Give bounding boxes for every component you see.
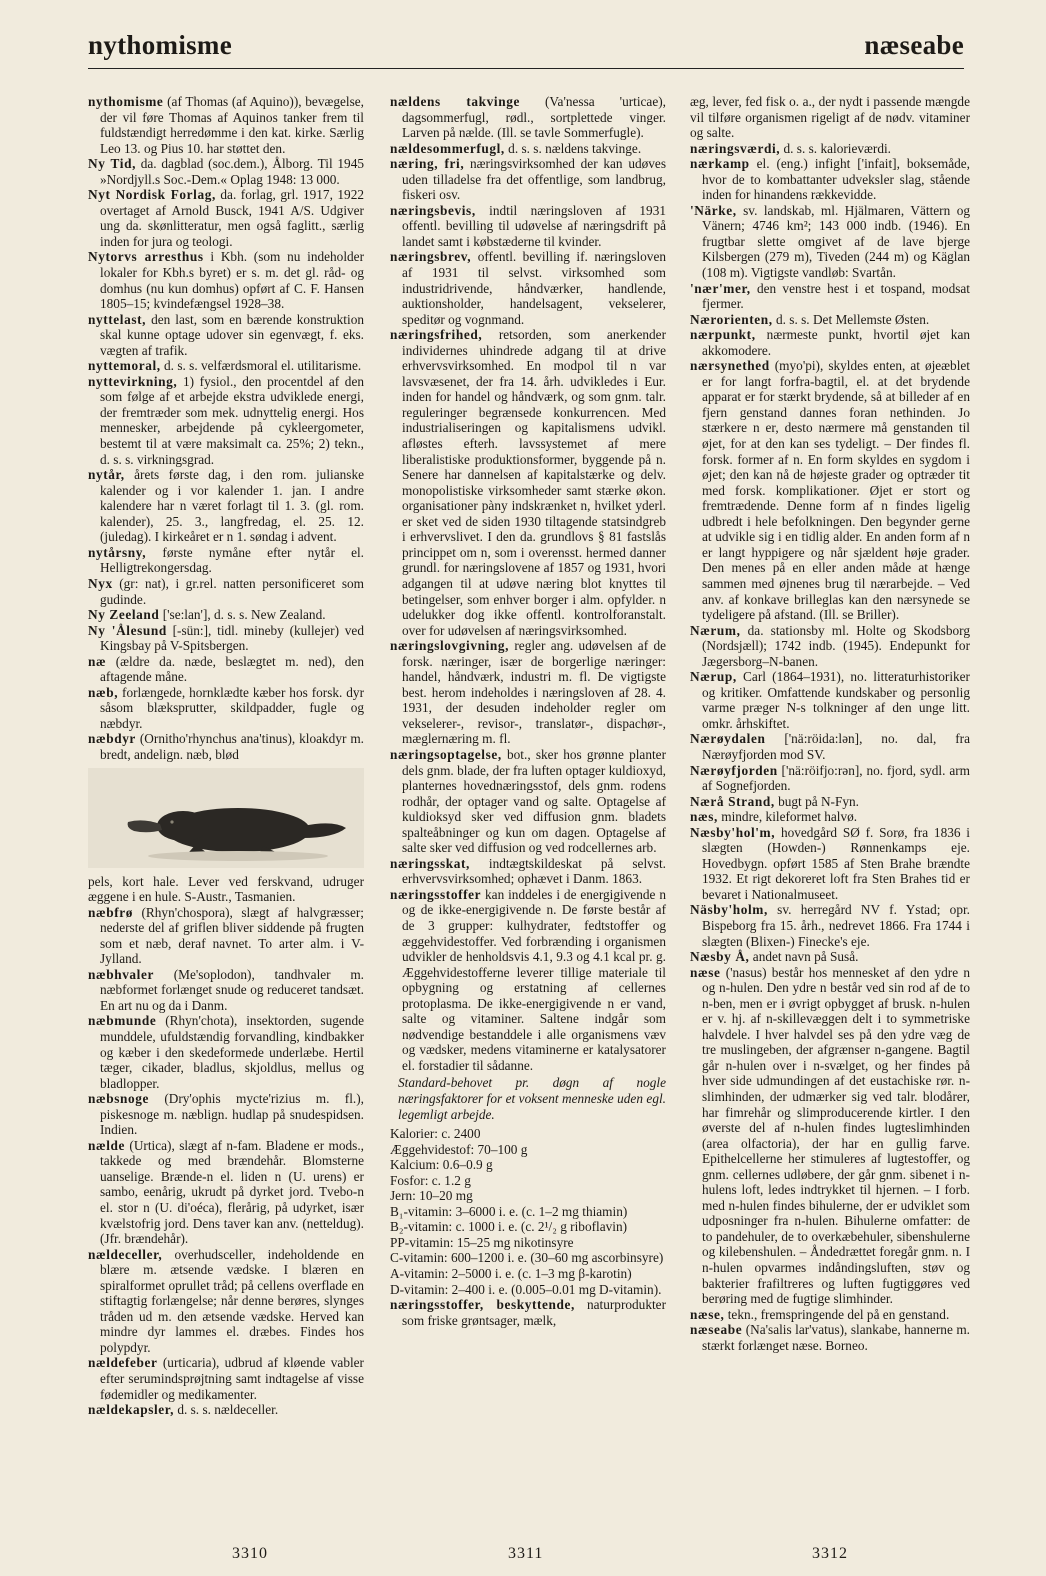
dictionary-entry	[390, 856, 666, 887]
entry-headword: nældekapsler,	[88, 1402, 175, 1418]
entry-text: ['nä:röida:lən], no. dal, fra Nærøyfjorden mod SV.	[702, 731, 970, 762]
dictionary-entry	[88, 467, 364, 545]
page-number-left: 3310	[232, 1545, 268, 1562]
entry-headword: Näsby'holm,	[690, 902, 768, 918]
page-number-middle: 3311	[508, 1545, 544, 1562]
entry-text: Carl (1864–1931), no. litteraturhistoriker og kritiker. Omfattende kundskaber og personlig varme præger N-s tolkninger af den unge litt. omkr. århskiftet.	[702, 669, 970, 731]
entry-text: overhudsceller, indeholdende en blære m. ætsende vædske. I blæren en spiralformet oprullet tråd; på cellens overflade en stiftagtig forlængelse; når denne berøres, slynges tråden ud m. den ætsende vædske. Herved kan mindre dyr lammes el. dræbes. Findes hos polypdyr.	[100, 1246, 364, 1355]
entry-text: kan inddeles i de energigivende n og de ikke-energigivende n. De første består af de 3 grupper: kulhydrater, fedtstoffer og æggehvidestoffer. Ved forbrænding i organismen udvikler de henholdsvis 4.1, 9.3 og 4.1 kcal pr. g. Æggehvidestofferne leverer tillige materiale til opbygning og erstatning af cellernes protoplasma. De ikke-energigivende n er vand, salte og vitaminer. Saltene indgår som nødvendige bestanddele i alle organismens væv og vædsker, medens vitaminerne er katalysatorer el. forstadier til sådanne.	[402, 886, 666, 1073]
entry-headword: Nyx	[88, 575, 113, 591]
entry-headword: næringsfrihed,	[390, 327, 483, 343]
entry-text: pels, kort hale. Lever ved ferskvand, udruger æggene i en hule. S-Austr., Tasmanien.	[88, 873, 364, 905]
nutrition-table-row: Fosfor: c. 1.2 g	[390, 1172, 471, 1188]
entry-text: (myo'pi), skyldes enten, at øjeæblet er for langt forfra-bagtil, el. at det brydende apparat er for stærkt brydende, så at billeder af en fjern genstand dannes foran nethinden. Jo stærkere n er, desto nærmere må genstanden til øjet, for at den kan ses tydeligt. – Der findes fl. forsk. former af n. En form skyldes en sygdom i øjet; den kan nå de højeste grader og optræder tit med forsk. komplikationer. Øjet er stort og fremtrædende. Denne form af n findes ligelig udbredt i hele befolkningen. Den begynder gerne at udvikle sig i en tidlig alder. En anden form af n er langt hyppigere og når sjældent høje grader. Den menes på en eller anden måde at hænge sammen med øjnenes brug til nærarbejde. – Ved anv. af konkave brilleglas kan den nærsynede se tydeligere på afstand. (Ill. se Briller).	[702, 358, 970, 623]
entry-headword: nytårsny,	[88, 544, 147, 560]
nutrition-table-row: Æggehvidestof: 70–100 g	[390, 1141, 528, 1157]
dictionary-entry	[690, 203, 970, 281]
entry-text: sv. herregård NV f. Ystad; opr. Bispeborg fra 15. årh., nedrevet 1866. Fra 1744 i slægten (Blixen-) Finecke's eje.	[702, 902, 970, 949]
platypus-illustration	[88, 768, 364, 868]
entry-headword: Nytorvs arresthus	[88, 249, 204, 265]
entry-headword: næringsværdi,	[690, 140, 781, 156]
nutrition-table-row: D-vitamin: 2–400 i. e. (0.005–0.01 mg D-vitamin).	[390, 1281, 662, 1297]
dictionary-entry	[88, 249, 364, 311]
dictionary-entry	[690, 156, 970, 203]
entry-headword: næbhvaler	[88, 966, 154, 982]
entry-headword: nælde	[88, 1137, 125, 1153]
nutrition-table-row: Kalorier: c. 2400	[390, 1126, 481, 1142]
dictionary-entry	[390, 1297, 666, 1328]
entry-text: da. stationsby ml. Holte og Skodsborg (Nordsjæll); 1742 indb. (1945). Endepunkt for Jægersborg–N-banen.	[702, 622, 970, 669]
entry-text: (Rhyn'chota), insektorden, sugende munddele, ufuldstændig forvandling, kindbakker og kæber i den skedeformede underlæbe. Hertil tæger, cikader, bladlus, skjoldlus, mellus og bladlopper.	[100, 1013, 364, 1091]
entry-text: bugt på N-Fyn.	[774, 793, 859, 809]
nutrition-table-row: Jern: 10–20 mg	[390, 1188, 473, 1204]
column-1	[88, 94, 364, 1418]
dictionary-entry	[88, 623, 364, 654]
entry-headword: 'nær'mer,	[690, 280, 751, 296]
entry-text: el. (eng.) infight ['infait], boksemåde, hvor de to kombattanter udveksler slag, stående inden for hinandens rækkevidde.	[702, 156, 970, 203]
dictionary-entry	[88, 967, 364, 1014]
dictionary-entry	[88, 1091, 364, 1138]
entry-headword: Ny 'Ålesund	[88, 622, 167, 638]
entry-text: ('nasus) består hos mennesket af den ydre n og n-hulen. Den ydre n består ved sin rod af de to n-ben, men er i øvrigt opbygget af brusk. n-hulen er v. hj. af n-skillevæggen delt i to symmetriske halvdele. I hver halvdel ses på den ydre væg de tre muslingeben, der afgrænser n-gangene. Bagtil går n-hulen over i n-svælget, og her findes på hver side udmundingen af det eustachiske rør. n-slimhinden, der udmærker sig ved talr. blodårer, har fimrehår og slimproducerende kirtler. I den øverste del af n-hulen findes lugteslimhinden (area olfactoria), der har en gullig farve. Epithelcellerne her stimuleres af lugtestoffer, og gnm. cellernes udløbere, der går gnm. sibenet i n-hulens loft, ledes indtrykket til hjernen. – I forb. med n-hulen findes bihulerne, der er udviklet som udposninger fra n-hulen. Bihulerne omfatter: de to pandehuler, de to overkæbehuler, sibenshulerne og kilebenshulen. – Åndedrættet foregår gnm. n. I n-hulen opvarmes indåndingsluften, støv og bakterier frafiltreres og luften fugtiggøres ved berøring med de fugtige slimhinder.	[702, 964, 970, 1307]
entry-headword: næ	[88, 653, 107, 669]
dictionary-entry	[88, 187, 364, 249]
entry-headword: nældeceller,	[88, 1246, 163, 1262]
entry-text: den venstre hest i et tospand, modsat fjermer.	[702, 280, 970, 312]
dictionary-entry	[690, 94, 970, 141]
dictionary-entry	[690, 623, 970, 670]
dictionary-entry	[690, 1307, 970, 1323]
entry-text: æg, lever, fed fisk o. a., der nydt i passende mængde vil tilføre organismen rigeligt af de nødv. vitaminer og salte.	[690, 94, 970, 141]
dictionary-entry	[690, 358, 970, 622]
entry-text: ['se:lan'], d. s. s. New Zealand.	[159, 607, 326, 623]
entry-text: offentl. bevilling if. næringsloven af 1931 til selvst. virksomhed som industridrivende, håndværker, handlende, auktionsholder, handelsagent, vekselerer, speditør og vognmand.	[402, 249, 666, 327]
dictionary-entry	[690, 281, 970, 312]
dictionary-entry	[690, 902, 970, 949]
entry-headword: Nærøyfjorden	[690, 762, 778, 778]
entry-text: 1) fysiol., den procentdel af den som følge af et arbejde ekstra udviklede energi, der fremtræder som mek. udnyttelig energi. Hos mennesker, arbejdende på cykleergometer, bestemt til at være maksimalt ca. 25%; 2) tekn., d. s. s. virkningsgrad.	[100, 373, 364, 467]
entry-text: da. dagblad (soc.dem.), Ålborg. Til 1945 »Nordjyll.s Soc.-Dem.« Oplag 1948: 13 000.	[100, 156, 364, 187]
dictionary-entry	[390, 887, 666, 1074]
nutrition-table-row: A-vitamin: 2–5000 i. e. (c. 1–3 mg β-karotin)	[390, 1266, 632, 1282]
entry-text: (Dry'ophis mycte'rizius m. fl.), piskesnoge m. næblign. hudlap på snudespidsen. Indien.	[100, 1091, 364, 1138]
entry-headword: nytår,	[88, 467, 125, 483]
platypus-image	[88, 768, 364, 868]
dictionary-entry	[390, 141, 666, 157]
entry-text: i Kbh. (som nu indeholder lokaler for Kbh.s byret) er s. m. det gl. råd- og domhus (nu kun domhus) opført af C. F. Hansen 1805–15; kvindefængsel 1928–38.	[100, 249, 364, 312]
entry-text: (Me'soplodon), tandhvaler m. næbformet forlænget snude og reduceret tandsæt. En art nu og da i Danm.	[100, 966, 364, 1013]
entry-text: andet navn på Suså.	[749, 949, 859, 965]
entry-headword: Ny Tid,	[88, 156, 136, 172]
entry-headword: nældefeber	[88, 1355, 158, 1371]
entry-text: retsorden, som anerkender individernes uhindrede adgang til at drive erhvervsvirksomhed. En modpol til n var lavsvæsenet, der fra 14. årh. udvikledes i Eur. inden for handel og håndværk, og som gnm. talr. reguleringer begrænsede konkurrencen. Med industrialiseringen og kapitalismens udvikl. afløstes efterh. lavssystemet af mere liberalistiske produktionsformer, byggende på n. Senere har dannelsen af kapitalstærke og delv. monopolistiske virksomheder samt stærke økon. organisationer pàny indskrænket n, hvilket yderl. er sket ved de siden 1930 tiltagende statsindgreb i erhvervslivet. I den da. grundlovs § 81 fastslås princippet om n, som i overensst. hermed danner grundl. for næringslovene af 1857 og 1931, hvori adgangen til at udøve næring blot knyttes til betingelser, som enhver borger i alm. opfylder. n udelukker dog ikke offentl. kontrolforanstalt. over for udøvelsen af næringsvirksomhed.	[402, 327, 666, 638]
entry-headword: næringsskat,	[390, 855, 470, 871]
entry-text: d. s. s. velfærdsmoral el. utilitarisme.	[160, 358, 362, 374]
entry-headword: nythomisme	[88, 94, 164, 109]
running-header-right: næseabe	[864, 30, 964, 60]
entry-text: (ældre da. næde, beslægtet m. ned), den aftagende måne.	[100, 653, 364, 685]
entry-headword: Næsby Å,	[690, 949, 750, 965]
dictionary-entry	[88, 905, 364, 967]
nutrition-table-row: B₂-vitamin: c. 1000 i. e. (c. 2¹/₂ g riboflavin)	[390, 1219, 628, 1235]
entry-headword: nærpunkt,	[690, 327, 756, 343]
entry-text: sv. landskab, ml. Hjälmaren, Vättern og Vänern; 4746 km²; 143 000 indb. (1946). En frugtbar slette omgivet af de lave bjerge Kilsbergen (279 m), Tiveden (244 m) og Käglan (108 m). Vigtigste vandløb: Svartån.	[702, 202, 970, 281]
dictionary-entry	[390, 249, 666, 327]
dictionary-entry	[88, 374, 364, 467]
entry-text: bot., sker hos grønne planter dels gnm. blade, der fra luften optager kuldioxyd, planternes hovednæringsstof, dels gnm. rodens rodhår, der optager vand og salte. Optagelse af kuldioksyd sker ved diffusion gnm. bladets spalteåbninger og kun om dagen. Optagelse af salte sker ved diffusion og ved rodcellernes arb.	[402, 746, 666, 856]
dictionary-entry	[690, 669, 970, 731]
dictionary-entry	[390, 94, 666, 141]
entry-text: naturprodukter som friske grøntsager, mælk,	[402, 1297, 666, 1328]
dictionary-entry	[88, 731, 364, 762]
entry-headword: Ny Zeeland	[88, 607, 160, 623]
entry-headword: næse	[690, 964, 721, 980]
header-rule	[88, 68, 964, 69]
entry-text: (Ornitho'rhynchus ana'tinus), kloakdyr m. bredt, andelign. næb, blød	[100, 731, 364, 762]
entry-headword: Nyt Nordisk Forlag,	[88, 187, 216, 203]
entry-text: d. s. s. Det Mellemste Østen.	[772, 311, 930, 327]
entry-text: [-sün:], tidl. mineby (kullejer) ved Kingsbay på V-Spitsbergen.	[100, 622, 364, 654]
dictionary-entry	[690, 141, 970, 157]
dictionary-entry	[88, 685, 364, 732]
entry-text: årets første dag, i den rom. julianske kalender og i vor kalender 1. jan. I andre kalendere har n været forlagt til 1. 3. (gl. rom. kalender), 25. 3., langfredag, el. 25. 12. (juledag). I kirkeåret er n 1. søndag i advent.	[100, 467, 364, 545]
entry-headword: Nærå Strand,	[690, 793, 775, 809]
entry-text: hovedgård SØ f. Sorø, fra 1836 i slægten (Howden-) Rønnenkamps eje. Hovedbygn. opført 1585 af Sten Brahe brændte 1932. Et rigt dekoreret loft fra Sten Brahes tid er bevaret i Nationalmuseet.	[702, 824, 970, 902]
dictionary-entry	[88, 654, 364, 685]
entry-headword: næb,	[88, 684, 119, 700]
dictionary-entry	[690, 327, 970, 358]
dictionary-entry	[88, 576, 364, 607]
dictionary-entry	[88, 1355, 364, 1402]
entry-headword: 'Närke,	[690, 202, 737, 218]
entry-headword: nyttelast,	[88, 311, 147, 327]
entry-headword: nærkamp	[690, 156, 750, 172]
nutrition-table-row: C-vitamin: 600–1200 i. e. (30–60 mg ascorbinsyre)	[390, 1250, 664, 1266]
column-3	[690, 94, 970, 1353]
entry-text: første nymåne efter nytår el. Helligtrekongersdag.	[100, 544, 364, 576]
entry-headword: Nærum,	[690, 622, 741, 638]
entry-text: (gr: nat), i gr.rel. natten personificeret som gudinde.	[100, 575, 364, 607]
entry-headword: nærsynethed	[690, 358, 770, 374]
dictionary-entry	[690, 763, 970, 794]
dictionary-entry	[390, 327, 666, 638]
entry-text: (af Thomas (af Aquino)), bevægelse, der vil føre Thomas af Aquinos tanker frem til fuldstændigt herredømme i den kat. kirke. Særlig Leo 13. og Pius 10. har støttet den.	[100, 94, 364, 156]
entry-text: indtægtskildeskat på selvst. erhvervsvirksomhed; ophævet i Danm. 1863.	[402, 855, 666, 887]
entry-text: d. s. s. nældeceller.	[174, 1402, 279, 1418]
entry-headword: Nærorienten,	[690, 311, 773, 327]
dictionary-entry	[88, 1013, 364, 1091]
dictionary-entry	[690, 949, 970, 965]
nutrition-table-row: Kalcium: 0.6–0.9 g	[390, 1157, 493, 1173]
entry-headword: næbmunde	[88, 1013, 157, 1029]
entry-text: (Na'salis lar'vatus), slankabe, hannerne m. stærkt forlænget næse. Borneo.	[702, 1322, 970, 1353]
nutrition-table	[390, 1126, 666, 1297]
entry-headword: næring, fri,	[390, 156, 465, 172]
entry-headword: nyttemoral,	[88, 358, 161, 374]
dictionary-entry	[690, 794, 970, 810]
dictionary-entry	[690, 1322, 970, 1353]
dictionary-entry	[690, 825, 970, 903]
entry-headword: næs,	[690, 809, 718, 825]
dictionary-entry	[88, 156, 364, 187]
dictionary-entry	[88, 607, 364, 623]
entry-headword: næringsbrev,	[390, 249, 472, 265]
entry-text: (urticaria), udbrud af kløende vabler efter serumindsprøjtning samt indtagelse af visse fødemidler og medikamenter.	[100, 1355, 364, 1402]
nutrition-table-row: B₁-vitamin: 3–6000 i. e. (c. 1–2 mg thiamin)	[390, 1203, 628, 1219]
entry-headword: næringsbevis,	[390, 202, 476, 218]
entry-headword: næringsstoffer	[390, 886, 482, 902]
entry-text: den last, som en bærende konstruktion skal kunne optage udover sin egenvægt, f. eks. vægten af trafik.	[100, 311, 364, 358]
dictionary-entry	[390, 156, 666, 203]
entry-headword: næringslovgivning,	[390, 638, 510, 654]
dictionary-entry	[88, 545, 364, 576]
entry-headword: næbfrø	[88, 904, 133, 920]
entry-text: d. s. s. nældens takvinge.	[504, 140, 642, 156]
entry-text: (Va'nessa 'urticae), dagsommerfugl, rødl., sortplettede vinger. Larven på nælde. (Ill. se tavle Sommerfugle).	[402, 94, 666, 141]
entry-headword: nyttevirkning,	[88, 373, 178, 389]
entry-headword: næbsnoge	[88, 1091, 149, 1107]
dictionary-entry	[690, 731, 970, 762]
dictionary-entry	[88, 1138, 364, 1247]
entry-headword: Næsby'hol'm,	[690, 824, 776, 840]
entry-text: (Rhyn'chospora), slægt af halvgræsser; nederste del af griflen bliver siddende på frugten som et næb, deraf navnet. To arter alm. i V-Jylland.	[100, 904, 364, 967]
entry-text: regler ang. udøvelsen af de forsk. næringer, især de borgerlige næringer: handel, håndværk, industri m. fl. De vigtigste best. herom indeholdes i næringsloven af 28. 4. 1931, der desuden indeholder regler om vekselerer-, revisor-, translatør-, dispachør-, mæglernæring m. fl.	[402, 638, 666, 747]
entry-headword: næringsoptagelse,	[390, 746, 502, 762]
dictionary-entry	[88, 94, 364, 156]
dictionary-entry	[690, 312, 970, 328]
dictionary-entry	[88, 358, 364, 374]
entry-text: nærmeste punkt, hvortil øjet kan akkomodere.	[702, 327, 970, 358]
entry-text: tekn., fremspringende del på en genstand.	[724, 1306, 950, 1322]
entry-headword: næringsstoffer, beskyttende,	[390, 1297, 575, 1313]
entry-text: ['nä:röifjo:rən], no. fjord, sydl. arm af Sognefjorden.	[702, 762, 970, 794]
dictionary-entry	[390, 638, 666, 747]
entry-text: d. s. s. kalorieværdi.	[780, 140, 891, 156]
entry-headword: næbdyr	[88, 731, 136, 747]
dictionary-entry	[88, 1402, 364, 1418]
entry-headword: Nærup,	[690, 669, 737, 685]
entry-headword: nældens takvinge	[390, 94, 520, 109]
entry-headword: Nærøydalen	[690, 731, 766, 747]
entry-text: (Urtica), slægt af n-fam. Bladene er mods., takkede og med brændehår. Blomsterne uanselige. Brænde-n el. liden n (U. urens) er sambo, eenårig, ukrudt på dyrket jord. Tvebo-n el. stor n (U. di'oéca), flerårig, på udyrket, især kvælstofrig jord. Dens taver kan anv. (netteldug). (Jfr. brændehår).	[100, 1137, 364, 1247]
entry-headword: nældesommerfugl,	[390, 140, 505, 156]
entry-text: indtil næringsloven af 1931 offentl. bevilling til udøvelse af næringsdrift på landet samt i købstæderne til kvinder.	[402, 202, 666, 249]
entry-headword: næse,	[690, 1306, 725, 1322]
running-header-left: nythomisme	[88, 30, 232, 60]
nutrition-table-row: PP-vitamin: 15–25 mg nikotinsyre	[390, 1234, 574, 1250]
page-number-right: 3312	[812, 1545, 848, 1562]
dictionary-entry	[88, 874, 364, 905]
entry-headword: næseabe	[690, 1322, 743, 1338]
dictionary-entry	[690, 965, 970, 1307]
dictionary-entry	[390, 203, 666, 250]
entry-text: næringsvirksomhed der kan udøves uden tilladelse fra det offentlige, som landbrug, fiskeri osv.	[402, 156, 666, 203]
dictionary-entry	[390, 747, 666, 856]
column-2	[390, 94, 666, 1328]
entry-text: da. forlag, grl. 1917, 1922 overtaget af Arnold Busck, 1941 A/S. Udgiver ung da. skønlitteratur, men også faglitt., særlig inden for jura og teologi.	[100, 187, 364, 249]
dictionary-entry	[88, 312, 364, 359]
entry-text: mindre, kileformet halvø.	[717, 809, 858, 825]
dictionary-entry	[690, 809, 970, 825]
dictionary-entry	[88, 1247, 364, 1356]
entry-text: forlængede, hornklædte kæber hos forsk. dyr såsom blæksprutter, skildpadder, fugle og næbdyr.	[100, 684, 364, 731]
nutrition-table-caption: Standard-behovet pr. døgn af nogle næringsfaktorer for et voksent menneske uden egl. legemligt arbejde.	[398, 1075, 666, 1122]
